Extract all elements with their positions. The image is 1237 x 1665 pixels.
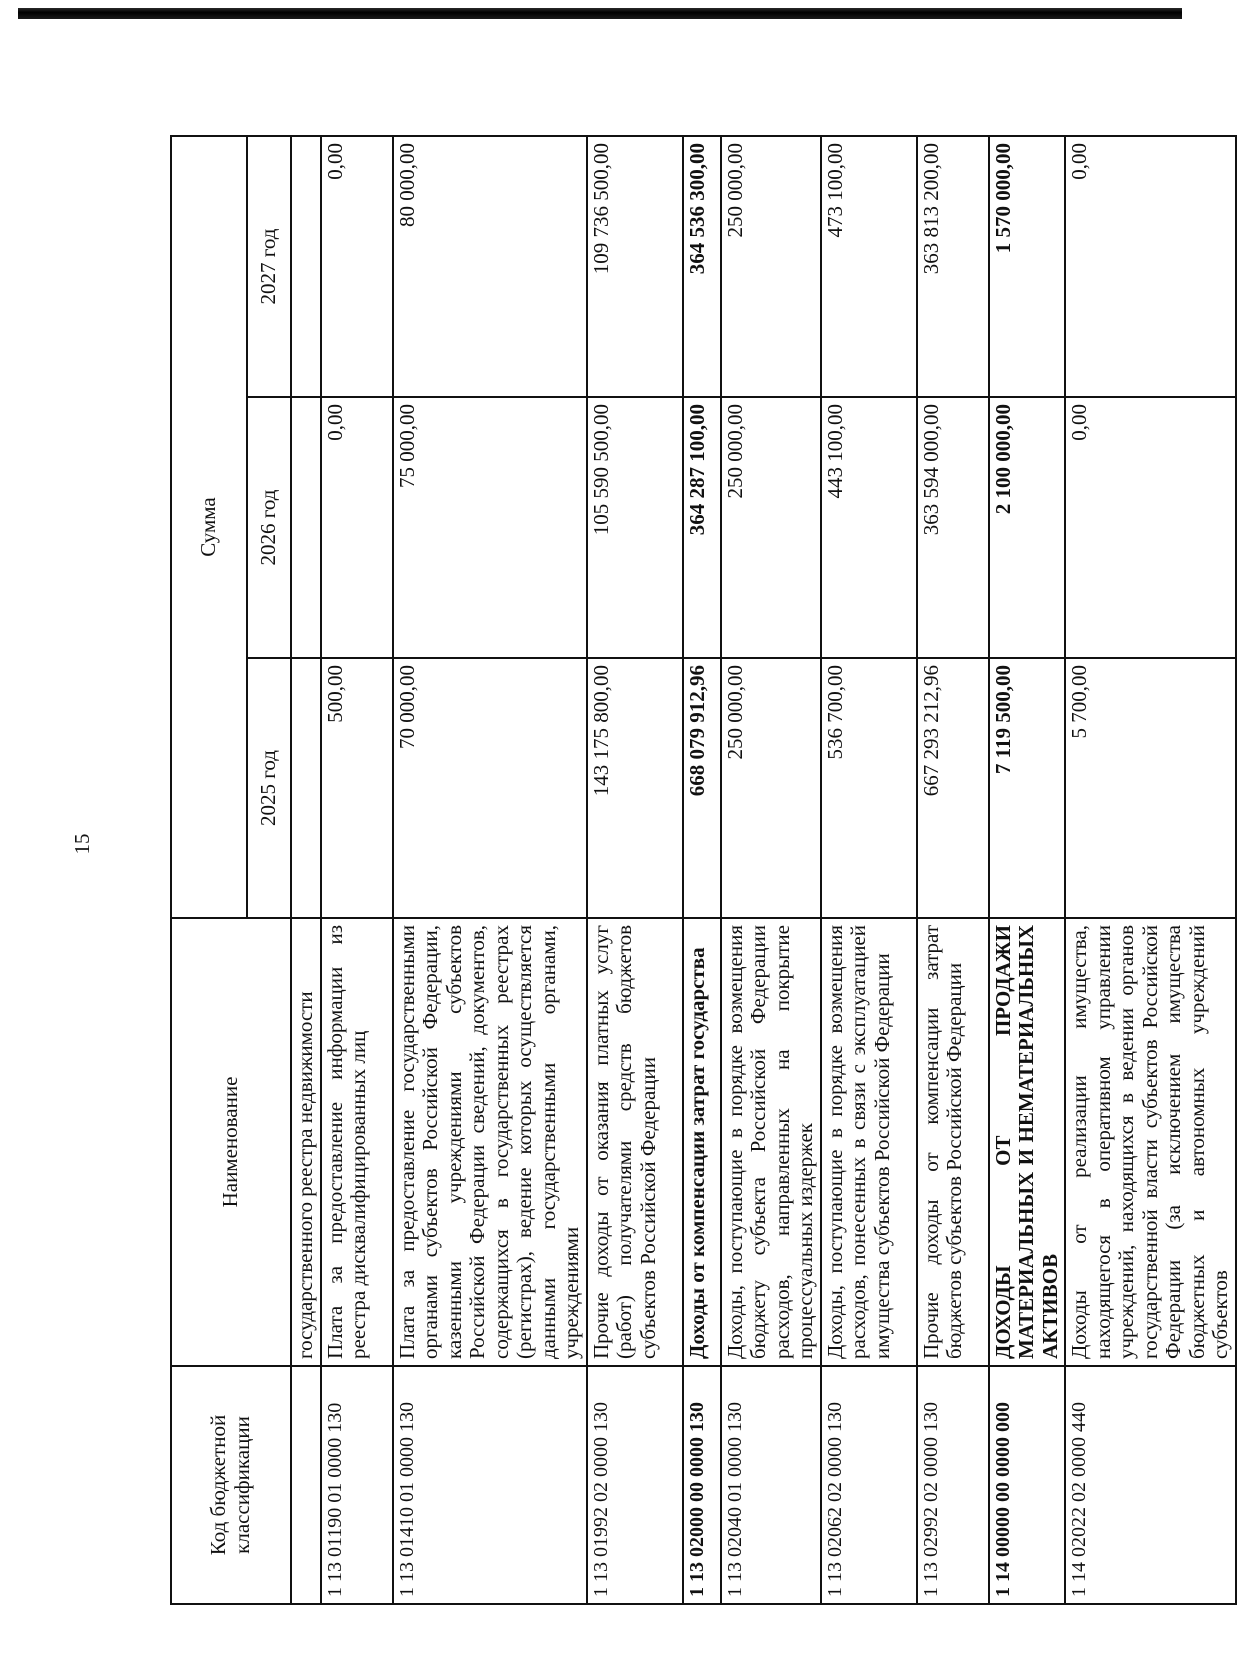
row-name: Доходы, поступающие в порядке возмещения расходов, понесенных в связи с эксплуатацией имущества субъектов Российской Федерации: [821, 918, 917, 1366]
row-code: 1 13 02992 02 0000 130: [917, 1366, 989, 1604]
row-name: Плата за предоставление государственными органами субъектов Российской Федерации, казенными учреждениями субъектов Российской Федерации сведений, документов, содержащихся в государственных реестрах (регистрах), ведение которых осуществляется данными государственными органами, учреждениями: [393, 918, 587, 1366]
row-name: Плата за предоставление информации из реестра дисквалифицированных лиц: [321, 918, 393, 1366]
row-value-2026: 75 000,00: [393, 397, 587, 658]
row-value-2026: 363 594 000,00: [917, 397, 989, 658]
row-name: ДОХОДЫ ОТ ПРОДАЖИ МАТЕРИАЛЬНЫХ И НЕМАТЕРИАЛЬНЫХ АКТИВОВ: [989, 918, 1066, 1366]
row-value-2026: 2 100 000,00: [989, 397, 1066, 658]
row-name: государственного реестра недвижимости: [291, 918, 321, 1366]
row-value-2026: 364 287 100,00: [683, 397, 721, 658]
row-code: 1 13 02062 02 0000 130: [821, 1366, 917, 1604]
row-value-2025: 536 700,00: [821, 658, 917, 918]
page-number: 15: [70, 833, 94, 855]
table-row: [321, 136, 393, 1604]
header-year-2027: 2027 год: [247, 136, 291, 397]
row-value-2027: 0,00: [321, 136, 393, 397]
table-row: [1065, 136, 1236, 1604]
header-year-2025: 2025 год: [247, 658, 291, 918]
header-name: Наименование: [171, 918, 291, 1366]
table-row: [721, 136, 821, 1604]
row-value-2026: 250 000,00: [721, 397, 821, 658]
row-value-2025: 668 079 912,96: [683, 658, 721, 918]
table-row: [821, 136, 917, 1604]
budget-income-table: [170, 135, 1237, 1605]
table-row: [291, 136, 321, 1604]
row-value-2025: 667 293 212,96: [917, 658, 989, 918]
rotated-table-container: [170, 137, 1233, 1605]
row-value-2027: 473 100,00: [821, 136, 917, 397]
table-row: [683, 136, 721, 1604]
row-name: Прочие доходы от компенсации затрат бюджетов субъектов Российской Федерации: [917, 918, 989, 1366]
row-name: Доходы, поступающие в порядке возмещения бюджету субъекта Российской Федерации расходов, направленных на покрытие процессуальных издержек: [721, 918, 821, 1366]
row-value-2025: 143 175 800,00: [587, 658, 683, 918]
row-code: 1 13 01992 02 0000 130: [587, 1366, 683, 1604]
row-value-2026: 0,00: [1065, 397, 1236, 658]
row-code: 1 13 02000 00 0000 130: [683, 1366, 721, 1604]
row-value-2025: 500,00: [321, 658, 393, 918]
row-value-2027: [291, 136, 321, 397]
row-code: [291, 1366, 321, 1604]
row-value-2027: 80 000,00: [393, 136, 587, 397]
row-value-2027: 109 736 500,00: [587, 136, 683, 397]
row-value-2025: 250 000,00: [721, 658, 821, 918]
row-name: Доходы от компенсации затрат государства: [683, 918, 721, 1366]
row-value-2027: 364 536 300,00: [683, 136, 721, 397]
row-value-2027: 250 000,00: [721, 136, 821, 397]
row-value-2025: 70 000,00: [393, 658, 587, 918]
row-value-2026: [291, 397, 321, 658]
row-value-2026: 105 590 500,00: [587, 397, 683, 658]
row-code: 1 14 00000 00 0000 000: [989, 1366, 1066, 1604]
row-value-2027: 0,00: [1065, 136, 1236, 397]
scan-edge-bar: [18, 8, 1182, 19]
table-body: [291, 136, 1236, 1604]
header-code: Код бюджетной классификации: [171, 1366, 291, 1604]
row-value-2026: 443 100,00: [821, 397, 917, 658]
row-value-2025: [291, 658, 321, 918]
row-code: 1 13 02040 01 0000 130: [721, 1366, 821, 1604]
row-value-2027: 1 570 000,00: [989, 136, 1066, 397]
row-value-2025: 7 119 500,00: [989, 658, 1066, 918]
row-value-2027: 363 813 200,00: [917, 136, 989, 397]
row-code: 1 14 02022 02 0000 440: [1065, 1366, 1236, 1604]
row-code: 1 13 01410 01 0000 130: [393, 1366, 587, 1604]
table-row: [917, 136, 989, 1604]
table-row: [587, 136, 683, 1604]
header-year-2026: 2026 год: [247, 397, 291, 658]
table-row: [393, 136, 587, 1604]
header-sum: Сумма: [171, 136, 247, 918]
row-name: Прочие доходы от оказания платных услуг (работ) получателями средств бюджетов субъектов Российской Федерации: [587, 918, 683, 1366]
row-value-2025: 5 700,00: [1065, 658, 1236, 918]
row-code: 1 13 01190 01 0000 130: [321, 1366, 393, 1604]
row-value-2026: 0,00: [321, 397, 393, 658]
table-row: [989, 136, 1066, 1604]
row-name: Доходы от реализации имущества, находящегося в оперативном управлении учреждений, находящихся в ведении органов государственной власти субъектов Российской Федерации (за исключением имущества бюджетных и автономных учреждений субъектов: [1065, 918, 1236, 1366]
